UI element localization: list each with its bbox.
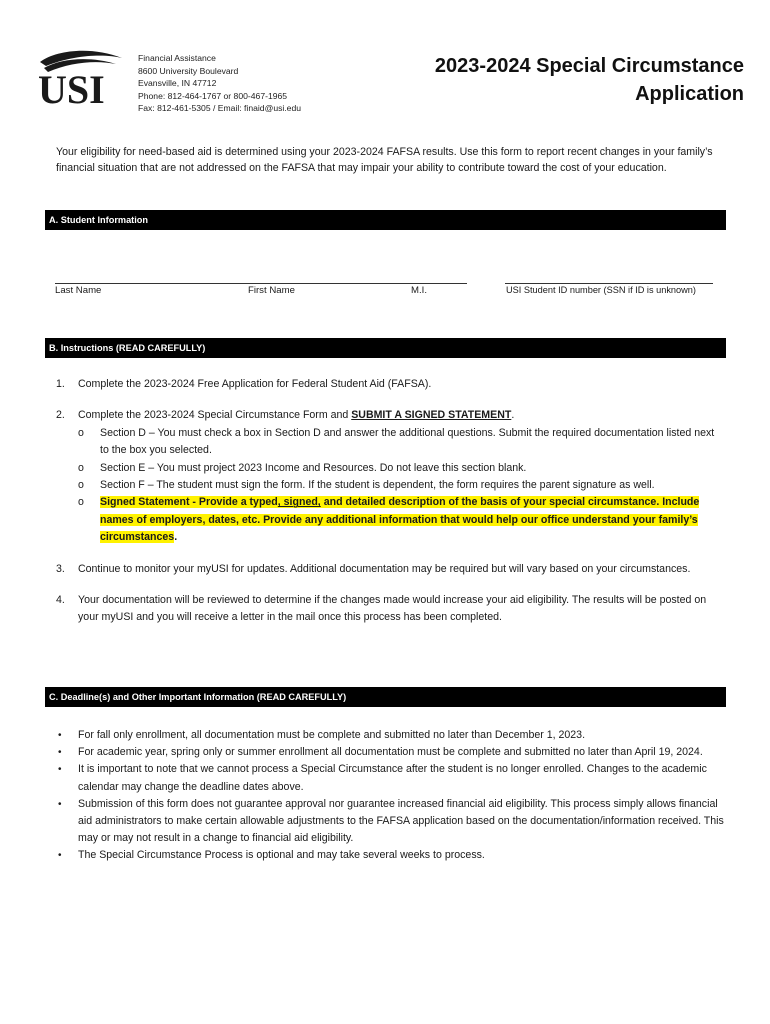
bullet-marker: • xyxy=(58,747,62,759)
contact-line: Phone: 812-464-1767 or 800-467-1965 xyxy=(138,90,288,101)
last-name-label: Last Name xyxy=(55,285,102,296)
title-line-2: Application xyxy=(635,83,744,105)
deadline-text: It is important to note that we cannot process a Special Circumstance after the student is no longer enrolled. Changes to the academic calendar may change the deadline dates above. xyxy=(78,763,707,793)
contact-line: Evansville, IN 47712 xyxy=(138,78,217,89)
instruction-item xyxy=(56,561,724,578)
deadlines-list xyxy=(56,727,724,865)
sub-instruction-text: Section D – You must check a box in Section D and answer the additional questions. Submit the required documentation listed next to the box you selected. xyxy=(100,426,715,457)
section-c-header: C. Deadline(s) and Other Important Information (READ CAREFULLY) xyxy=(45,687,726,707)
sub-instruction-highlighted xyxy=(56,494,724,546)
contact-line: Fax: 812-461-5305 / Email: finaid@usi.edu xyxy=(138,103,302,114)
sub-instruction xyxy=(56,477,724,494)
sub-marker: o xyxy=(78,426,84,439)
instruction-text: Complete the 2023-2024 Free Application for Federal Student Aid (FAFSA). xyxy=(78,378,432,390)
section-b-header: B. Instructions (READ CAREFULLY) xyxy=(45,338,726,358)
deadline-item xyxy=(56,761,724,795)
bullet-marker: • xyxy=(58,730,62,741)
deadline-item xyxy=(56,847,724,864)
submit-signed-statement-text: SUBMIT A SIGNED STATEMENT xyxy=(351,409,512,422)
instruction-text: Continue to monitor your myUSI for updates. Additional documentation may be required but will vary based on your circumstances. xyxy=(78,562,691,575)
contact-line: 8600 University Boulevard xyxy=(138,65,239,76)
student-id-line[interactable] xyxy=(505,283,713,284)
punctuation: . xyxy=(174,531,178,544)
signed-statement-text-cont: and detailed description of the basis of your special circumstance. Include names of employers, dates, etc. Provide any additional information that would help our office understand your family’s circumstances xyxy=(100,496,700,544)
sub-marker: o xyxy=(78,496,84,509)
item-number: 3. xyxy=(56,562,65,575)
deadline-item xyxy=(56,744,724,761)
signed-word: , signed, xyxy=(277,496,321,509)
contact-block xyxy=(138,52,301,115)
item-number: 4. xyxy=(56,594,65,607)
deadline-text: Submission of this form does not guarantee approval nor guarantee increased financial aid eligibility. This process simply allows financial aid administrators to make certain allowable adjustments to the FAFSA application based on the documentation/information received. This may or may not result in a change to financial aid eligibility. xyxy=(78,797,724,845)
sub-instruction-text: Section F – The student must sign the form. If the student is dependent, the form requires the parent signature as well. xyxy=(100,479,655,492)
instructions-list xyxy=(56,376,724,627)
item-number: 1. xyxy=(56,378,65,390)
sub-instruction-text: Section E – You must project 2023 Income and Resources. Do not leave this section blank. xyxy=(100,461,527,474)
instruction-item xyxy=(56,407,724,424)
contact-line: Financial Assistance xyxy=(138,53,216,63)
bullet-marker: • xyxy=(58,850,62,862)
bullet-marker: • xyxy=(58,764,62,776)
item-number: 2. xyxy=(56,409,65,422)
bullet-marker: • xyxy=(58,798,62,810)
name-line[interactable] xyxy=(55,283,467,284)
instruction-item xyxy=(56,376,724,393)
title-line-1: 2023-2024 Special Circumstance xyxy=(434,55,744,77)
instruction-text: Complete the 2023-2024 Special Circumstance Form and xyxy=(78,409,352,422)
section-a-header: A. Student Information xyxy=(45,210,726,230)
deadline-text: For academic year, spring only or summer enrollment all documentation must be complete and submitted no later than April 19, 2024. xyxy=(78,746,703,759)
document-title xyxy=(435,52,744,108)
punctuation: . xyxy=(511,409,515,422)
sub-marker: o xyxy=(78,479,84,492)
logo-text: USI xyxy=(38,67,105,108)
sub-marker: o xyxy=(78,461,84,474)
mi-label: M.I. xyxy=(411,285,427,296)
signed-statement-text: Signed Statement - Provide a typed xyxy=(100,496,278,509)
usi-logo xyxy=(36,48,124,108)
student-id-label: USI Student ID number (SSN if ID is unknown) xyxy=(506,285,696,295)
deadline-item xyxy=(56,727,724,744)
sub-instruction xyxy=(56,460,724,477)
instruction-item xyxy=(56,592,724,627)
intro-paragraph: Your eligibility for need-based aid is determined using your 2023-2024 FAFSA results. Use this form to report recent changes in your family’s financial situation that are not addressed on the FAFSA that may impair your ability to contribute toward the cost of your education. xyxy=(56,146,713,174)
instruction-text: Your documentation will be reviewed to determine if the changes made would increase your aid eligibility. The results will be posted on your myUSI and you will receive a letter in the mail once this process has been completed. xyxy=(78,594,707,624)
deadline-item xyxy=(56,796,724,848)
deadline-text: For fall only enrollment, all documentation must be complete and submitted no later than December 1, 2023. xyxy=(78,729,586,741)
deadline-text: The Special Circumstance Process is optional and may take several weeks to process. xyxy=(78,849,485,862)
first-name-label: First Name xyxy=(248,285,295,296)
sub-instruction xyxy=(56,425,724,460)
